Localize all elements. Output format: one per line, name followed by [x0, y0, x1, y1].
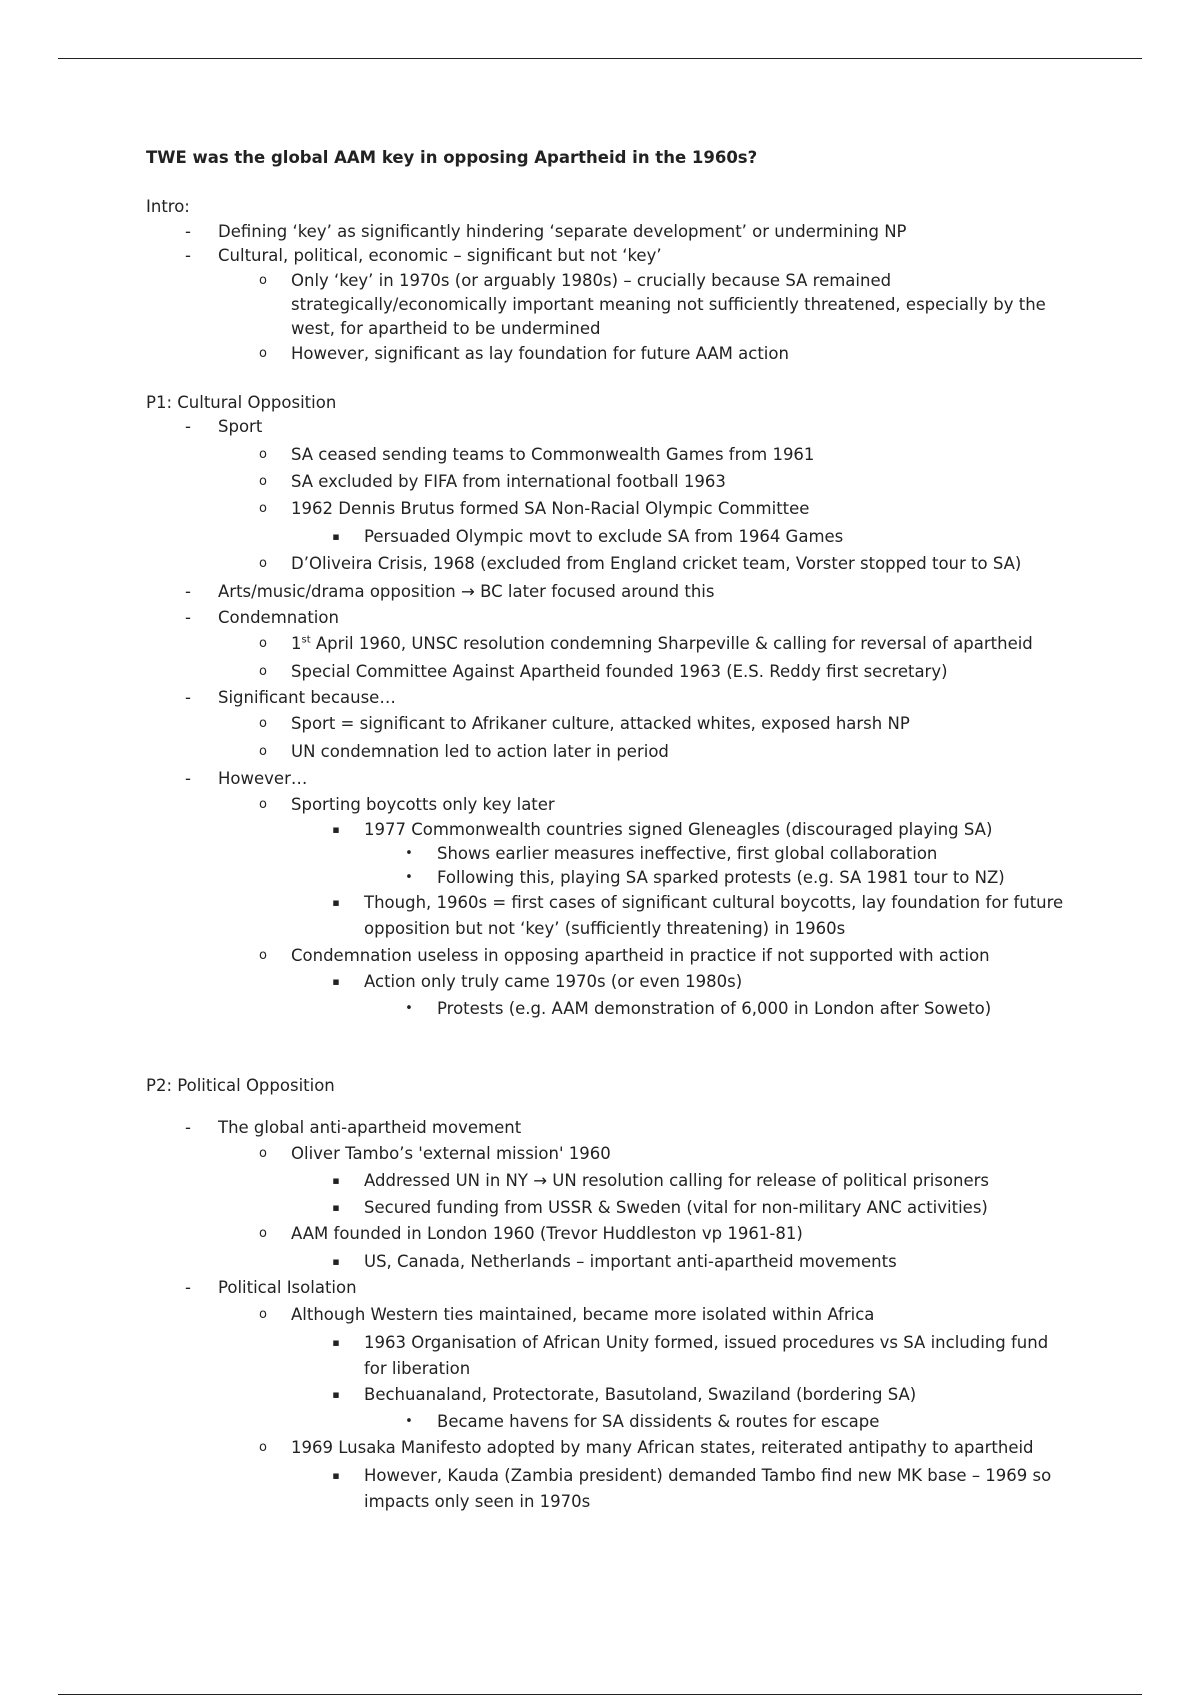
list-item: o 1962 Dennis Brutus formed SA Non-Racial Olympic Committee	[259, 499, 810, 518]
list-item: ▪ 1963 Organisation of African Unity formed, issued procedures vs SA including fund	[332, 1333, 1049, 1352]
header-rule	[58, 58, 1142, 59]
list-item: ▪ US, Canada, Netherlands – important anti-apartheid movements	[332, 1252, 897, 1271]
p1-heading: P1: Cultural Opposition	[146, 393, 337, 412]
list-item: o Oliver Tambo’s 'external mission' 1960	[259, 1144, 611, 1163]
list-item-continuation: impacts only seen in 1970s	[364, 1492, 591, 1511]
list-item: o However, significant as lay foundation for future AAM action	[259, 344, 789, 363]
list-item: ▪ Action only truly came 1970s (or even 1980s)	[332, 972, 743, 991]
list-item: ▪ Addressed UN in NY → UN resolution calling for release of political prisoners	[332, 1171, 990, 1190]
list-item: o Sporting boycotts only key later	[259, 795, 555, 814]
list-item: o AAM founded in London 1960 (Trevor Huddleston vp 1961-81)	[259, 1224, 803, 1243]
list-item: ▪ 1977 Commonwealth countries signed Gleneagles (discouraged playing SA)	[332, 820, 993, 839]
list-item: • Following this, playing SA sparked protests (e.g. SA 1981 tour to NZ)	[405, 868, 1005, 887]
list-item: ▪ However, Kauda (Zambia president) demanded Tambo find new MK base – 1969 so	[332, 1466, 1052, 1485]
list-item: o SA ceased sending teams to Commonwealth Games from 1961	[259, 445, 815, 464]
intro-heading: Intro:	[146, 197, 190, 216]
list-item: o Special Committee Against Apartheid founded 1963 (E.S. Reddy first secretary)	[259, 662, 948, 681]
list-item: • Shows earlier measures ineffective, first global collaboration	[405, 844, 938, 863]
list-item: - Defining ‘key’ as significantly hindering ‘separate development’ or undermining NP	[185, 222, 907, 241]
list-item: - However…	[185, 769, 308, 788]
list-item: o Although Western ties maintained, became more isolated within Africa	[259, 1305, 875, 1324]
list-item: o SA excluded by FIFA from international football 1963	[259, 472, 726, 491]
list-item: ▪ Bechuanaland, Protectorate, Basutoland, Swaziland (bordering SA)	[332, 1385, 917, 1404]
list-item: - Political Isolation	[185, 1278, 357, 1297]
list-item: - The global anti-apartheid movement	[185, 1118, 522, 1137]
list-item: • Protests (e.g. AAM demonstration of 6,000 in London after Soweto)	[405, 999, 992, 1018]
list-item: o D’Oliveira Crisis, 1968 (excluded from England cricket team, Vorster stopped tour to SA)	[259, 554, 1022, 573]
document-title: TWE was the global AAM key in opposing Apartheid in the 1960s?	[146, 148, 758, 167]
list-item: o 1st April 1960, UNSC resolution condemning Sharpeville & calling for reversal of apartheid	[259, 634, 1033, 653]
list-item: - Condemnation	[185, 608, 339, 627]
list-item: - Cultural, political, economic – significant but not ‘key’	[185, 246, 662, 265]
list-item: ▪ Persuaded Olympic movt to exclude SA from 1964 Games	[332, 527, 844, 546]
list-item-continuation: strategically/economically important meaning not sufficiently threatened, especially by the	[291, 295, 1046, 314]
list-item-continuation: west, for apartheid to be undermined	[291, 319, 601, 338]
list-item: o 1969 Lusaka Manifesto adopted by many African states, reiterated antipathy to apartheid	[259, 1438, 1034, 1457]
footer-rule	[58, 1694, 1142, 1695]
list-item: - Sport	[185, 417, 263, 436]
list-item: • Became havens for SA dissidents & routes for escape	[405, 1412, 880, 1431]
list-item: o Only ‘key’ in 1970s (or arguably 1980s) – crucially because SA remained	[259, 271, 892, 290]
list-item: o Condemnation useless in opposing apartheid in practice if not supported with action	[259, 946, 990, 965]
list-item: o UN condemnation led to action later in period	[259, 742, 669, 761]
list-item: - Significant because…	[185, 688, 396, 707]
p2-heading: P2: Political Opposition	[146, 1076, 335, 1095]
list-item-continuation: for liberation	[364, 1359, 471, 1378]
list-item-continuation: opposition but not ‘key’ (sufficiently threatening) in 1960s	[364, 919, 846, 938]
list-item: ▪ Though, 1960s = first cases of significant cultural boycotts, lay foundation for future	[332, 893, 1064, 912]
list-item: o Sport = significant to Afrikaner culture, attacked whites, exposed harsh NP	[259, 714, 910, 733]
list-item: ▪ Secured funding from USSR & Sweden (vital for non-military ANC activities)	[332, 1198, 988, 1217]
list-item: - Arts/music/drama opposition → BC later focused around this	[185, 582, 715, 601]
